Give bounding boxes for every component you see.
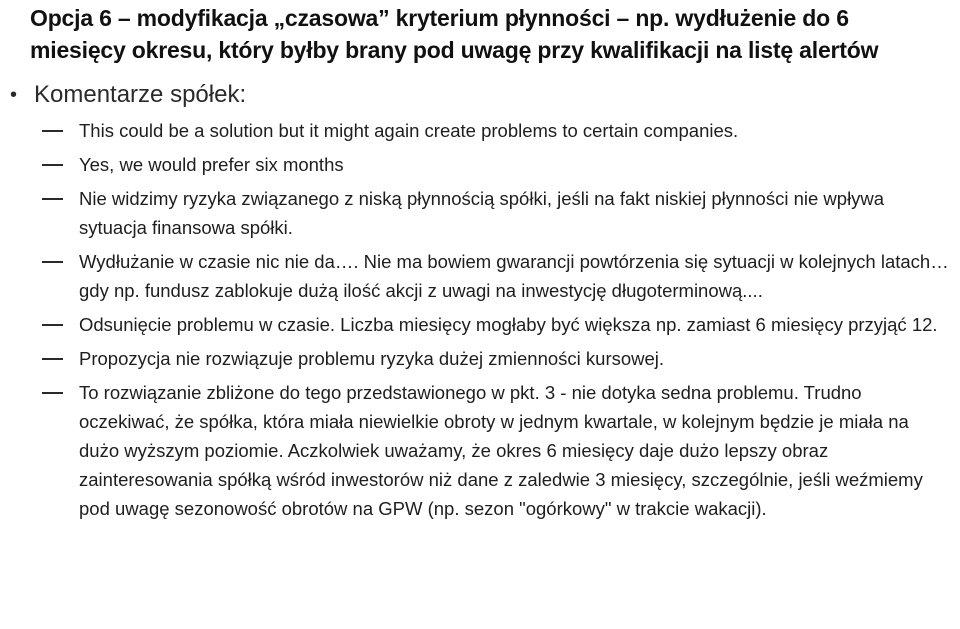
comment-text: Propozycja nie rozwiązuje problemu ryzyka dużej zmienności kursowej.	[79, 348, 665, 369]
dash-icon	[42, 130, 63, 132]
comment-text: Wydłużanie w czasie nic nie da…. Nie ma bowiem gwarancji powtórzenia się sytuacji w kolejnych latach… gdy np. fundusz zablokuje dużą ilość akcji z uwagi na inwestycję długoterminową....	[79, 251, 949, 301]
list-item	[42, 116, 952, 145]
comments-list	[42, 116, 952, 528]
comment-text: Yes, we would prefer six months	[79, 154, 344, 175]
comment-text: To rozwiązanie zbliżone do tego przedstawionego w pkt. 3 - nie dotyka sedna problemu. Trudno oczekiwać, że spółka, która miała niewielkie obroty w jednym kwartale, w kolejnym będzie je miała na dużo wyższym poziomie. Aczkolwiek uważamy, że okres 6 miesięcy daje dużo lepszy obraz zainteresowania spółką wśród inwestorów niż dane z zaledwie 3 miesięcy, szczególnie, jeśli weźmiemy pod uwagę sezonowość obrotów na GPW (np. sezon "ogórkowy" w trakcie wakacji).	[79, 382, 923, 519]
list-item	[42, 247, 952, 305]
bullet-heading-label: Komentarze spółek:	[34, 81, 247, 108]
slide-title: Opcja 6 – modyfikacja „czasowa” kryterium płynności – np. wydłużenie do 6 miesięcy okresu, który byłby brany pod uwagę przy kwalifikacji na listę alertów	[30, 5, 879, 63]
list-item	[42, 150, 952, 179]
dash-icon	[42, 261, 63, 263]
bullet-heading	[10, 80, 930, 110]
list-item	[42, 378, 952, 523]
list-item	[42, 184, 952, 242]
dash-icon	[42, 324, 63, 326]
dash-icon	[42, 392, 63, 394]
list-item	[42, 310, 952, 339]
comment-text: Odsunięcie problemu w czasie. Liczba miesięcy mogłaby być większa np. zamiast 6 miesięcy przyjąć 12.	[79, 314, 938, 335]
comment-text: Nie widzimy ryzyka związanego z niską płynnością spółki, jeśli na fakt niskiej płynności nie wpływa sytuacja finansowa spółki.	[79, 188, 885, 238]
dash-icon	[42, 358, 63, 360]
comment-text: This could be a solution but it might again create problems to certain companies.	[79, 120, 739, 141]
bullet-dot-icon: •	[10, 84, 18, 106]
dash-icon	[42, 164, 63, 166]
dash-icon	[42, 198, 63, 200]
list-item	[42, 344, 952, 373]
